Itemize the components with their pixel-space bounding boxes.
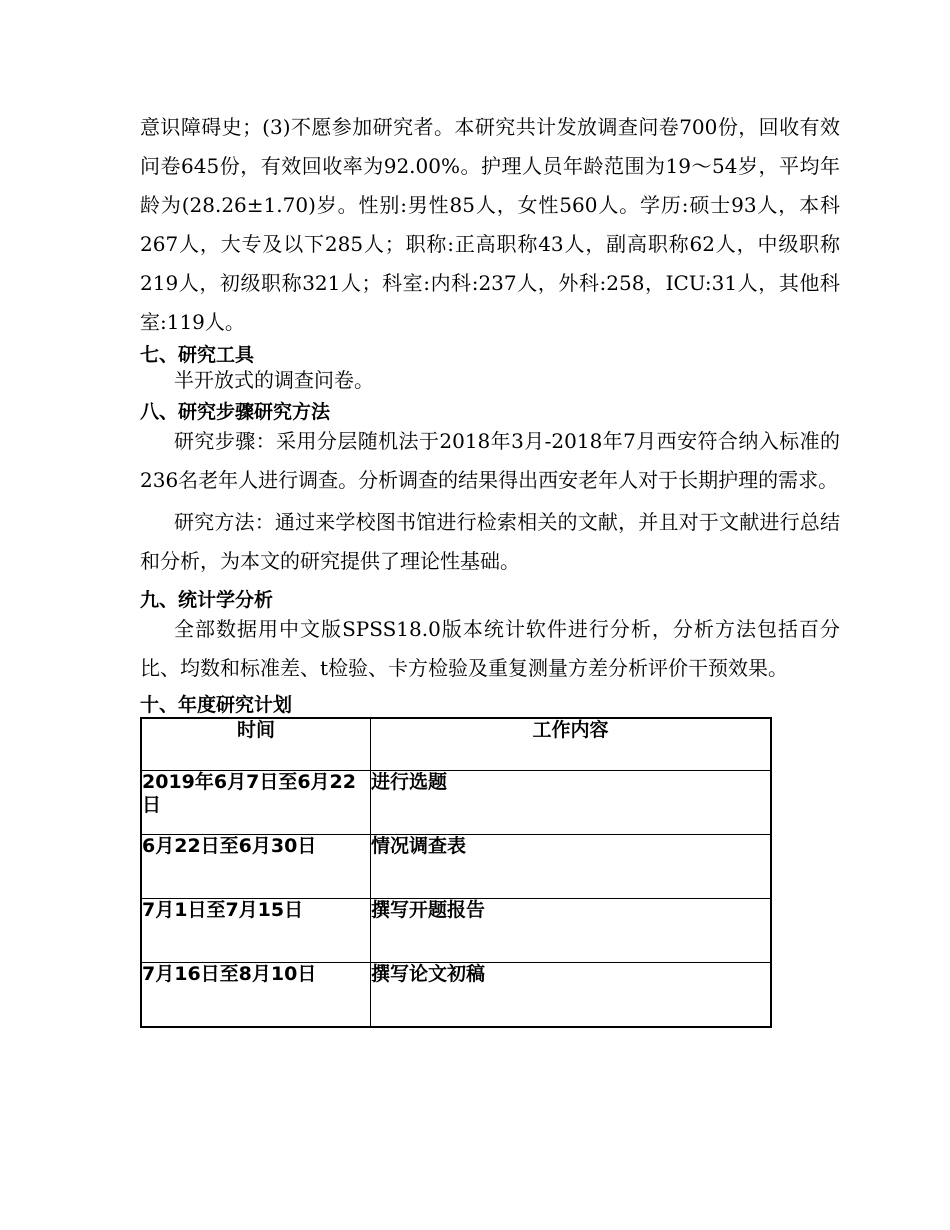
participants-paragraph: 意识障碍史；(3)不愿参加研究者。本研究共计发放调查问卷700份，回收有效问卷645份，有效回收率为92.00%。护理人员年龄范围为19～54岁，平均年龄为(28.26±1.70)岁。性别:男性85人，女性560人。学历:硕士93人，本科267人，大专及以下285人；职称:正高职称43人，副高职称62人，中级职称219人，初级职称321人；科室:内科:237人，外科:258，ICU:31人，其他科室:119人。	[140, 115, 840, 334]
section-7-body: 半开放式的调查问卷。	[174, 368, 374, 392]
table-row	[141, 771, 771, 835]
row-time-cell: 7月1日至7月15日	[141, 899, 371, 963]
section-9-heading: 九、统计学分析	[140, 589, 274, 611]
table-row	[141, 835, 771, 899]
table-row	[141, 963, 771, 1028]
row-time-cell: 2019年6月7日至6月22日	[141, 771, 371, 835]
row-content-cell: 情况调查表	[371, 835, 772, 899]
section-10-heading: 十、年度研究计划	[140, 694, 293, 716]
annual-plan-table	[140, 717, 772, 1028]
content-column-header: 工作内容	[371, 718, 772, 771]
row-content-cell: 撰写开题报告	[371, 899, 772, 963]
table-header-row	[141, 718, 771, 771]
document-content	[140, 108, 840, 1028]
time-column-header: 时间	[141, 718, 371, 771]
row-content-cell: 撰写论文初稿	[371, 963, 772, 1028]
section-9-body: 全部数据用中文版SPSS18.0版本统计软件进行分析，分析方法包括百分比、均数和标准差、t检验、卡方检验及重复测量方差分析评价干预效果。	[140, 617, 840, 680]
section-8-heading: 八、研究步骤研究方法	[140, 401, 331, 423]
row-time-cell: 6月22日至6月30日	[141, 835, 371, 899]
table-row	[141, 899, 771, 963]
row-content-cell: 进行选题	[371, 771, 772, 835]
section-7-heading: 七、研究工具	[140, 344, 255, 366]
section-8-steps: 研究步骤：采用分层随机法于2018年3月-2018年7月西安符合纳入标准的236名老年人进行调查。分析调查的结果得出西安老年人对于长期护理的需求。	[140, 429, 840, 492]
section-8-methods: 研究方法：通过来学校图书馆进行检索相关的文献，并且对于文献进行总结和分析，为本文的研究提供了理论性基础。	[140, 510, 840, 573]
row-time-cell: 7月16日至8月10日	[141, 963, 371, 1028]
